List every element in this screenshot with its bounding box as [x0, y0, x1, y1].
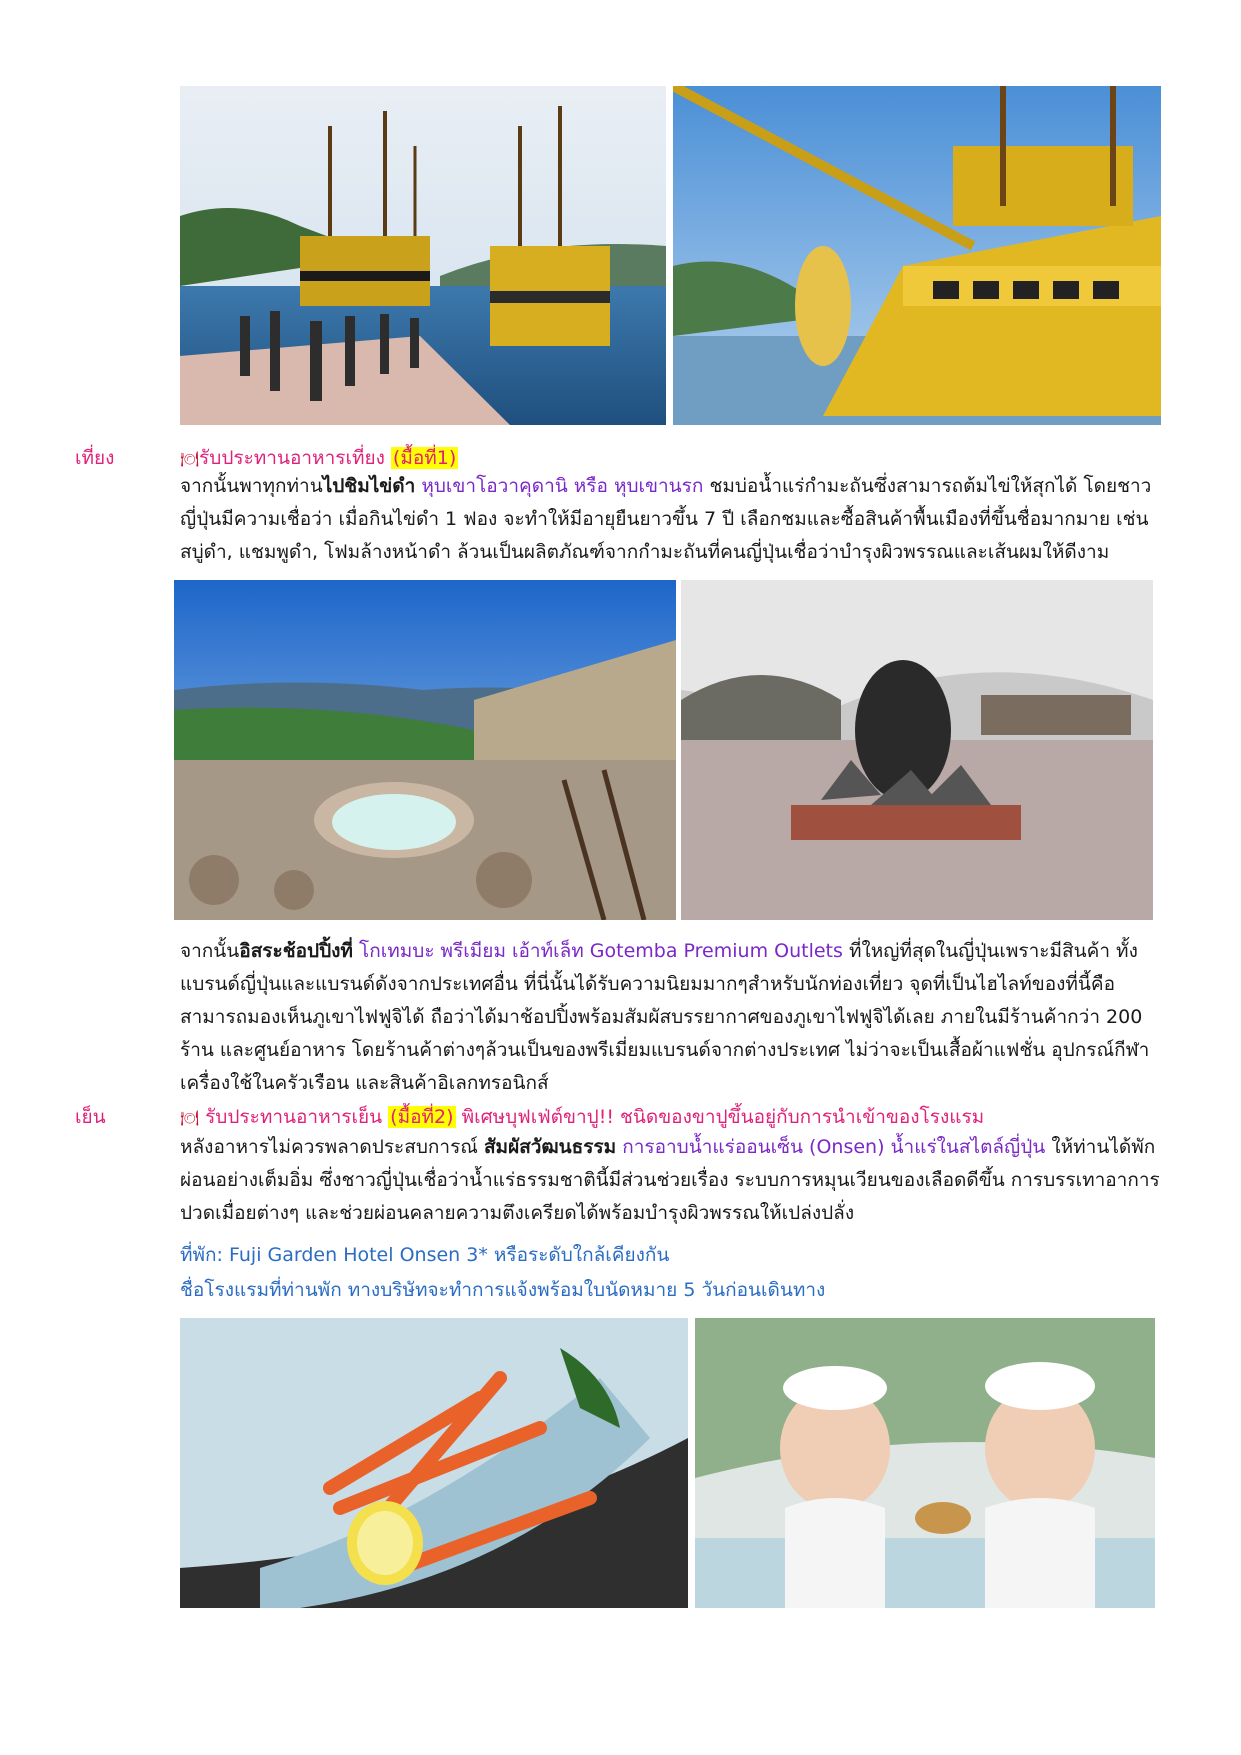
shopping-bold: อิสระช้อปปิ้งที่ — [239, 940, 353, 962]
hotel-notice: ชื่อโรงแรมที่ท่านพัก ทางบริษัทจะทำการแจ้งพร้อมใบนัดหมาย 5 วันก่อนเดินทาง — [180, 1279, 826, 1301]
dinner-rest: ให้ท่านได้พักผ่อนอย่างเต็มอิ่ม ซึ่งชาวญี่ปุ่นเชื่อว่าน้ำแร่ธรรมชาตินี้มีส่วนช่วยเรื่อง ระบบการหมุนเวียนของเลือดดีขึ้น การบรรเทาอาการปวดเมื่อยต่างๆ และช่วยผ่อนคลายความตึงเครียดได้พร้อมบำรุงผิวพรรณให้เปล่งปลั่ง — [180, 1136, 1160, 1224]
meal-badge: (มื้อที่1) — [392, 447, 457, 469]
lunch-bold: ไปชิมไข่ดำ — [322, 475, 416, 497]
meal-line-dinner — [180, 1102, 984, 1132]
photo-pirate-ship-bow — [673, 86, 1161, 425]
lunch-rest: ชมบ่อน้ำแร่กำมะถันซึ่งสามารถต้มไข่ให้สุกได้ โดยชาวญี่ปุ่นมีความเชื่อว่า เมื่อกินไข่ดำ 1 ฟอง จะทำให้มีอายุยืนยาวขึ้น 7 ปี เลือกชมและซื้อสินค้าพื้นเมืองที่ขึ้นชื่อมากมาย เช่น สบู่ดำ, แชมพูดำ, โฟมล้างหน้าดำ ล้วนเป็นผลิตภัณฑ์จากกำมะถันที่คนญี่ปุ่นเชื่อว่าบำรุงผิวพรรณและเส้นผมให้ดีงาม — [180, 475, 1152, 563]
dining-icon: 🍽 — [180, 450, 200, 468]
photo-pirate-ship-pier — [180, 86, 666, 425]
dining-icon: 🍽 — [180, 1109, 200, 1127]
photo-crab-legs — [180, 1318, 688, 1608]
photo-owakudani-valley — [174, 580, 676, 920]
photo-onsen-women — [695, 1318, 1155, 1608]
dinner-bold: สัมผัสวัฒนธรรม — [483, 1136, 617, 1158]
hotel-line: ที่พัก: Fuji Garden Hotel Onsen 3* หรือระดับใกล้เคียงกัน — [180, 1244, 670, 1266]
meal-text: รับประทานอาหารเย็น — [205, 1106, 383, 1128]
photo-black-egg-monument — [681, 580, 1153, 920]
meal-line-lunch — [180, 443, 458, 473]
shopping-lead: จากนั้น — [180, 940, 240, 962]
dinner-paragraph — [180, 1131, 1165, 1230]
shopping-paragraph — [180, 935, 1165, 1100]
dinner-lead: หลังอาหารไม่ควรพลาดประสบการณ์ — [180, 1136, 478, 1158]
lunch-place: หุบเขาโอวาคุดานิ หรือ หุบเขานรก — [421, 475, 704, 497]
time-label-dinner: เย็น — [75, 1106, 106, 1128]
meal-text: รับประทานอาหารเที่ยง — [199, 447, 385, 469]
lunch-paragraph — [180, 470, 1165, 569]
lunch-lead: จากนั้นพาทุกท่าน — [180, 475, 323, 497]
shopping-place: โกเทมบะ พรีเมียม เอ้าท์เล็ท Gotemba Premium Outlets — [359, 940, 843, 962]
dinner-place: การอาบน้ำแร่ออนเซ็น (Onsen) น้ำแร่ในสไตล์ญี่ปุ่น — [622, 1136, 1046, 1158]
meal-extra: พิเศษบุฟเฟ่ต์ขาปู!! ชนิดของขาปูขึ้นอยู่กับการนำเข้าของโรงแรม — [461, 1106, 985, 1128]
time-label-lunch: เที่ยง — [75, 447, 115, 469]
meal-badge: (มื้อที่2) — [390, 1106, 454, 1128]
shopping-rest: ที่ใหญ่ที่สุดในญี่ปุ่นเพราะมีสินค้า ทั้งแบรนด์ญี่ปุ่นและแบรนด์ดังจากประเทศอื่น ที่นี่นั้นได้รับความนิยมมากๆสำหรับนักท่องเที่ยว จุดที่เป็นไฮไลท์ของที่นี้คือ สามารถมองเห็นภูเขาไฟฟูจิได้ ถือว่าได้มาช้อปปิ้งพร้อมสัมผัสบรรยากาศของภูเขาไฟฟูจิได้เลย ภายในมีร้านค้ากว่า 200 ร้าน และศูนย์อาหาร โดยร้านค้าต่างๆล้วนเป็นของพรีเมี่ยมแบรนด์จากต่างประเทศ ไม่ว่าจะเป็นเสื้อผ้าแฟชั่น อุปกรณ์กีฬา เครื่องใช้ในครัวเรือน และสินค้าอิเลกทรอนิกส์ — [180, 940, 1150, 1094]
